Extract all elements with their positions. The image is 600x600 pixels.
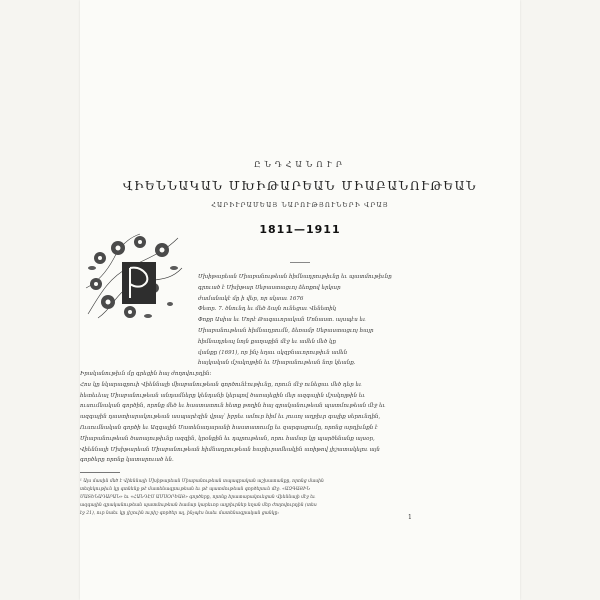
body-line: ուսումնական գործին, որոնք մեծ եւ հաստատուն հետք թողին հայ գրականութեան պատմութեան մէջ եւ — [80, 403, 386, 410]
body-paragraph-wide — [80, 369, 410, 466]
body-line: հիմնադրեալ նոյն քաղաքին մէջ եւ ամեն մեծ կը — [198, 338, 336, 345]
footnote — [80, 478, 410, 518]
page-subtitle: ՀԱՐԻՒՐԱՄԵԱՅ ՆԱՐՈՒԹՅՈՒՆԵՐԻ ՎՐԱՅ — [211, 202, 389, 209]
page-number: 1 — [408, 514, 412, 521]
body-line: ազգային դաստիարակութեան ասպարէզին վրայ՝ իբրեւ ամուր հիմ եւ յուսոյ աղբիւր գալիք սերունդին, — [80, 414, 381, 421]
body-line: Փոքր Ասիա եւ Մորէ Թագաւորական Մոնաստ. այսպէս եւ — [198, 317, 366, 324]
footnote-line: ¹ Այս մասին մեծ է Վիեննայի Մխիթարեան Միաբանութեան տպագրական աշխատանքը, որոնց մասին — [80, 479, 324, 484]
body-line: Ուսումնական գործի եւ Ազգային Մատենադարանի հաստատումը եւ զարգացումը, որոնց արդիւնքն է — [80, 424, 378, 431]
body-line: հետեւեալ Միաբանութեան անդամները կենդանի կերպով ծառայեցին մեր ազգային մշակոյթին եւ — [80, 392, 365, 399]
body-line: Մխիթարեան Միաբանութեան հիմնադրութիւնը եւ պատմութիւնը — [198, 274, 392, 280]
floral-initial-vignette-icon — [78, 228, 186, 324]
footnote-divider — [80, 472, 120, 473]
body-line: Միաբանութեան ծառայութիւնը ազգին, կրօնքին եւ դպրութեան, որու համար կը պարծենանք այսօր, — [80, 435, 375, 442]
header-kicker: ԸՆԴՀԱՆՈՒՐ — [254, 160, 346, 169]
header-divider — [290, 262, 310, 263]
body-line: Վիեննայի Մխիթարեան Միաբանութեան հիմնադրութեան հարիւրամեակին առիթով յիշատակելու այն — [80, 446, 380, 453]
footnote-line: տեղեկութիւն կը գտնենք թէ մատենագրութեան եւ թէ պատմութեան գործերուն մէջ. «ԱԶԳԱՅԻՆ — [80, 487, 311, 493]
body-line: Փետր. 7. ծնունդ եւ մեծ ձայն ունեցաւ Վենետիկ — [198, 306, 337, 313]
body-line: վանքը (1691), որ ինչ եղաւ սկզբնաւորութիւն ամեն — [198, 349, 348, 356]
footnote-line: ՄԱՏԵՆԱԴԱՐԱՆ» եւ «ՀԱՆԴԷՍ ԱՄՍՕՐԵԱՅ» գործերը, որոնք հրատարակուեցան Վիեննայի մէջ եւ — [80, 495, 316, 501]
footnote-line: էջ 21), ուր նաեւ կը յիշուին ուրիշ գործեր ալ, ինչպէս նաեւ մատենագրական ցանկը։ — [80, 511, 279, 517]
body-line: Հոս կը նկարագրուի Վիեննայի միաբանութեան գործունէութիւնը, որուն մէջ ունեցաւ մեծ դեր եւ — [80, 381, 362, 388]
body-line: Իրականութիւն մը գրեցին հայ ժողովուրդին: — [80, 371, 212, 377]
body-line: ժամանակէ մը ի վեր, որ սկսաւ 1676 — [198, 295, 304, 302]
body-line: Միաբանութեան հիմնադրումն, ձեռամբ Սեբաստացւոյ հայր — [198, 327, 374, 334]
body-paragraph-narrow — [198, 272, 408, 369]
body-line: գրուած է Մխիթար Սեբաստացւոյ ձեռքով երկար — [198, 284, 341, 291]
body-line: գործերը որոնք կատարուած են. — [80, 457, 174, 464]
page-title: ՎԻԵՆՆԱԿԱՆ ՄԽԻԹԱՐԵԱՆ ՄԻԱԲԱՆՈՒԹԵԱՆ — [122, 179, 478, 193]
footnote-line: ազգային գրականութեան պատմութեան համար կարեւոր աղբիւրներ եղան մեր ժողովուրդին (տես — [80, 503, 317, 509]
years-heading: 1811—1911 — [259, 223, 341, 236]
body-line: հայկական մշակոյթին եւ Միաբանութեան նոր կեանք. — [198, 360, 356, 367]
